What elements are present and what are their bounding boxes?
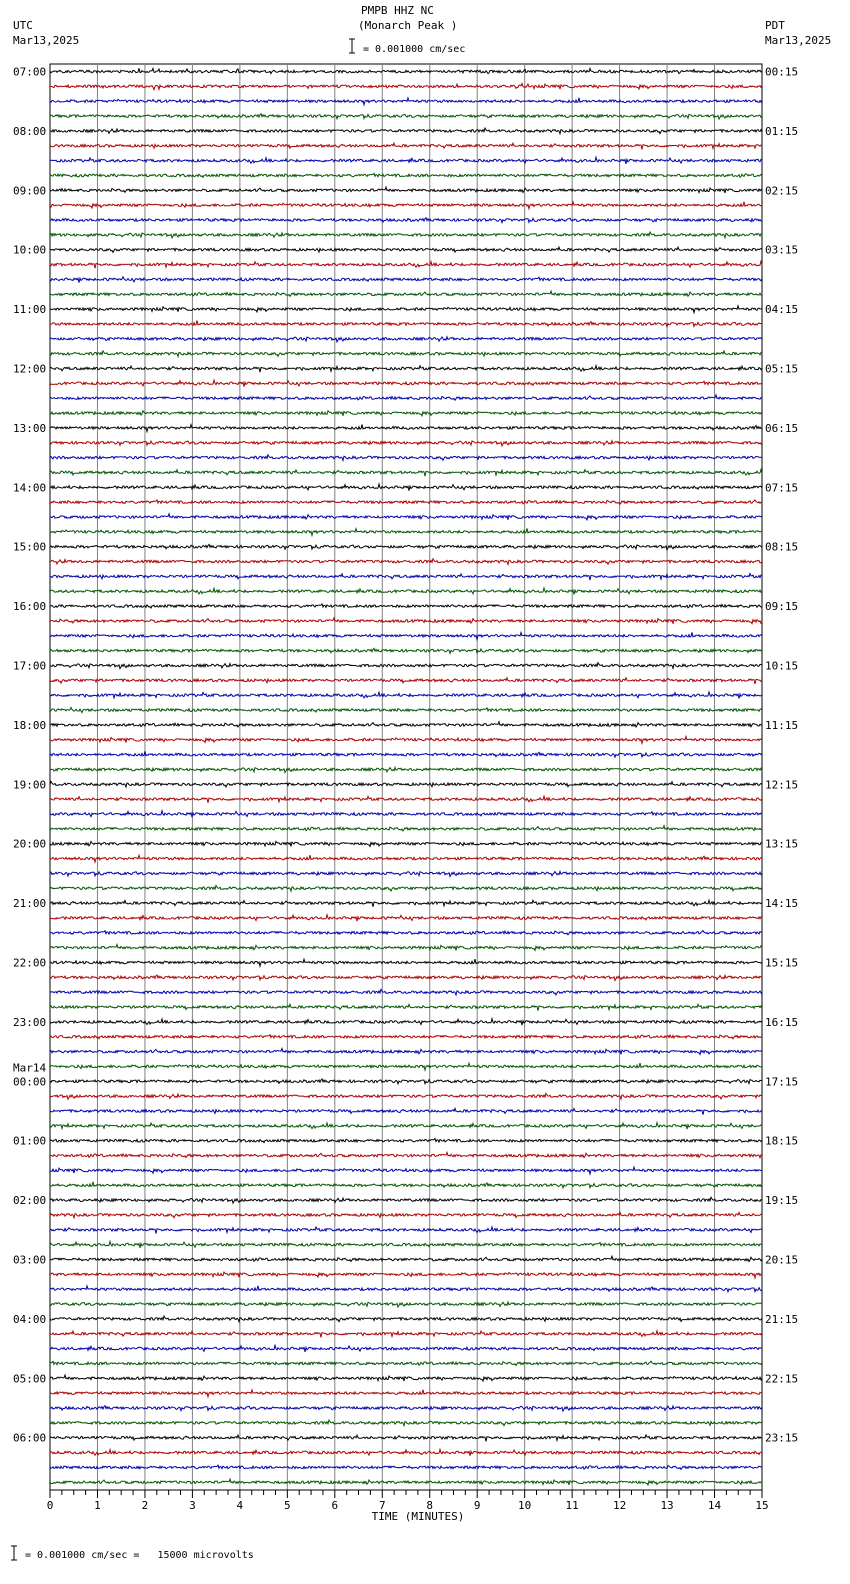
trace-line	[50, 1435, 762, 1442]
x-tick-label: 14	[707, 1499, 722, 1512]
trace-line	[50, 291, 762, 296]
x-tick-label: 12	[612, 1499, 627, 1512]
scale-bar-footer-icon	[11, 1546, 17, 1560]
right-timezone: PDT	[765, 19, 785, 32]
trace-line	[50, 1123, 762, 1130]
trace-line	[50, 68, 762, 73]
trace-line	[50, 247, 762, 252]
trace-line	[50, 1035, 762, 1039]
trace-line	[50, 722, 762, 727]
trace-line	[50, 604, 762, 608]
trace-line	[50, 826, 762, 831]
x-tick-label: 1	[94, 1499, 101, 1512]
right-hour-label: 01:15	[765, 124, 799, 138]
trace-line	[50, 1139, 762, 1143]
trace-line	[50, 544, 762, 549]
trace-line	[50, 128, 762, 134]
trace-line	[50, 484, 762, 491]
trace-line	[50, 871, 762, 876]
trace-line	[50, 959, 762, 966]
right-hour-label: 04:15	[765, 303, 799, 317]
right-date: Mar13,2025	[765, 34, 832, 47]
trace-line	[50, 915, 762, 922]
trace-line	[50, 157, 762, 164]
trace-line	[50, 1286, 762, 1292]
trace-line	[50, 218, 762, 223]
trace-line	[50, 277, 762, 283]
x-tick-label: 4	[236, 1499, 244, 1512]
trace-line	[50, 811, 762, 818]
trace-line	[50, 618, 762, 624]
trace-line	[50, 366, 762, 373]
x-tick-label: 2	[141, 1499, 149, 1512]
trace-line	[50, 1108, 762, 1114]
trace-line	[50, 767, 762, 772]
x-axis	[47, 1490, 769, 1512]
trace-line	[50, 351, 762, 357]
right-hour-label: 08:15	[765, 540, 799, 554]
right-hour-label: 14:15	[765, 897, 799, 911]
left-hour-label: 00:00	[13, 1075, 47, 1089]
trace-line	[50, 1345, 762, 1352]
trace-line	[50, 1272, 762, 1278]
plot-frame	[50, 64, 762, 1490]
trace-line	[50, 306, 762, 313]
trace-line	[50, 931, 762, 935]
right-hour-label: 05:15	[765, 362, 799, 376]
trace-line	[50, 841, 762, 846]
trace-line	[50, 380, 762, 387]
left-hour-label: 01:00	[13, 1134, 47, 1148]
left-hour-label: 22:00	[13, 956, 47, 970]
x-tick-label: 10	[518, 1499, 532, 1512]
trace-line	[50, 632, 762, 639]
right-hour-label: 06:15	[765, 421, 799, 435]
trace-line	[50, 321, 762, 327]
left-hour-label: 05:00	[13, 1372, 47, 1386]
left-hour-label: 06:00	[13, 1431, 47, 1445]
trace-line	[50, 173, 762, 177]
left-timezone: UTC	[13, 19, 33, 32]
scale-bar-icon	[349, 39, 355, 53]
trace-line	[50, 528, 762, 535]
x-tick-label: 5	[284, 1499, 291, 1512]
trace-line	[50, 737, 762, 744]
left-hour-label: 18:00	[13, 718, 47, 732]
x-tick-label: 8	[426, 1499, 434, 1512]
trace-line	[50, 114, 762, 119]
x-tick-label: 7	[378, 1499, 386, 1512]
trace-line	[50, 1406, 762, 1411]
trace-line	[50, 1197, 762, 1203]
x-tick-label: 6	[331, 1499, 339, 1512]
left-hour-label: 03:00	[13, 1253, 47, 1267]
right-hour-label: 09:15	[765, 600, 799, 614]
right-hour-label: 02:15	[765, 184, 799, 198]
trace-line	[50, 395, 762, 400]
trace-line	[50, 692, 762, 699]
trace-line	[50, 1302, 762, 1307]
right-hour-label: 13:15	[765, 837, 799, 851]
trace-line	[50, 1048, 762, 1054]
trace-line	[50, 1019, 762, 1026]
left-hour-label: 07:00	[13, 65, 47, 79]
right-hour-label: 20:15	[765, 1253, 799, 1267]
trace-line	[50, 1212, 762, 1218]
trace-line	[50, 411, 762, 416]
trace-line	[50, 1079, 762, 1084]
trace-line	[50, 855, 762, 862]
trace-line	[50, 782, 762, 788]
left-hour-label: 23:00	[13, 1015, 47, 1029]
trace-line	[50, 84, 762, 90]
trace-line	[50, 648, 762, 653]
right-hour-label: 21:15	[765, 1312, 799, 1326]
trace-line	[50, 1420, 762, 1426]
trace-line	[50, 514, 762, 520]
trace-line	[50, 1093, 762, 1099]
left-hour-label: 12:00	[13, 362, 47, 376]
left-hour-label: 16:00	[13, 600, 47, 614]
station-location: (Monarch Peak )	[358, 19, 458, 32]
trace-line	[50, 886, 762, 892]
right-hour-label: 22:15	[765, 1372, 799, 1386]
trace-line	[50, 1316, 762, 1322]
trace-line	[50, 708, 762, 713]
right-hour-label: 19:15	[765, 1194, 799, 1208]
right-hour-label: 11:15	[765, 718, 799, 732]
trace-line	[50, 1004, 762, 1010]
trace-line	[50, 1375, 762, 1381]
left-hour-label: 17:00	[13, 659, 47, 673]
trace-line	[50, 751, 762, 757]
trace-line	[50, 337, 762, 342]
x-tick-label: 0	[46, 1499, 54, 1512]
right-hour-label: 16:15	[765, 1015, 799, 1029]
footer-scale-note: = 0.001000 cm/sec = 15000 microvolts	[25, 1550, 254, 1561]
right-hour-label: 07:15	[765, 481, 799, 495]
station-title: PMPB HHZ NC	[361, 4, 434, 17]
trace-line	[50, 559, 762, 565]
trace-line	[50, 1256, 762, 1261]
trace-line	[50, 1241, 762, 1248]
right-hour-label: 12:15	[765, 778, 799, 792]
left-hour-label: 08:00	[13, 124, 47, 138]
left-hour-label: 13:00	[13, 421, 47, 435]
date-change-label: Mar14	[13, 1061, 47, 1075]
trace-line	[50, 678, 762, 684]
right-hour-label: 03:15	[765, 243, 799, 257]
trace-line	[50, 1331, 762, 1338]
trace-line	[50, 796, 762, 803]
x-tick-label: 3	[189, 1499, 196, 1512]
trace-line	[50, 202, 762, 209]
trace-line	[50, 232, 762, 238]
grid-lines	[50, 64, 762, 1490]
trace-line	[50, 1361, 762, 1365]
trace-line	[50, 1449, 762, 1456]
x-tick-label: 9	[473, 1499, 481, 1512]
trace-line	[50, 574, 762, 581]
trace-line	[50, 975, 762, 980]
trace-line	[50, 455, 762, 461]
right-hour-label: 00:15	[765, 65, 799, 79]
trace-line	[50, 187, 762, 193]
trace-line	[50, 143, 762, 149]
right-hour-label: 10:15	[765, 659, 799, 673]
right-hour-label: 17:15	[765, 1075, 799, 1089]
trace-line	[50, 945, 762, 951]
trace-line	[50, 1465, 762, 1469]
trace-line	[50, 663, 762, 669]
left-hour-label: 14:00	[13, 481, 47, 495]
left-date: Mar13,2025	[13, 34, 80, 47]
x-tick-label: 15	[755, 1499, 769, 1512]
trace-line	[50, 989, 762, 995]
x-tick-label: 11	[565, 1499, 579, 1512]
x-tick-label: 13	[660, 1499, 674, 1512]
trace-line	[50, 470, 762, 477]
left-hour-label: 15:00	[13, 540, 47, 554]
left-hour-label: 09:00	[13, 184, 47, 198]
right-hour-label: 18:15	[765, 1134, 799, 1148]
right-hour-label: 23:15	[765, 1431, 799, 1445]
trace-line	[50, 1227, 762, 1234]
trace-group	[50, 68, 762, 1485]
left-hour-label: 02:00	[13, 1194, 47, 1208]
right-hour-label: 15:15	[765, 956, 799, 970]
trace-line	[50, 900, 762, 907]
left-hour-label: 11:00	[13, 303, 47, 317]
trace-line	[50, 441, 762, 446]
trace-line	[50, 1479, 762, 1485]
trace-line	[50, 1063, 762, 1070]
trace-line	[50, 98, 762, 105]
trace-line	[50, 1390, 762, 1397]
trace-line	[50, 1152, 762, 1157]
left-hour-label: 20:00	[13, 837, 47, 851]
trace-line	[50, 425, 762, 432]
scale-label: = 0.001000 cm/sec	[363, 44, 466, 55]
left-hour-label: 21:00	[13, 897, 47, 911]
trace-line	[50, 261, 762, 268]
trace-line	[50, 1182, 762, 1188]
trace-line	[50, 588, 762, 595]
left-hour-label: 10:00	[13, 243, 47, 257]
trace-line	[50, 1167, 762, 1174]
x-axis-label: TIME (MINUTES)	[371, 1510, 465, 1523]
left-hour-label: 04:00	[13, 1312, 47, 1326]
left-hour-label: 19:00	[13, 778, 47, 792]
trace-line	[50, 500, 762, 504]
